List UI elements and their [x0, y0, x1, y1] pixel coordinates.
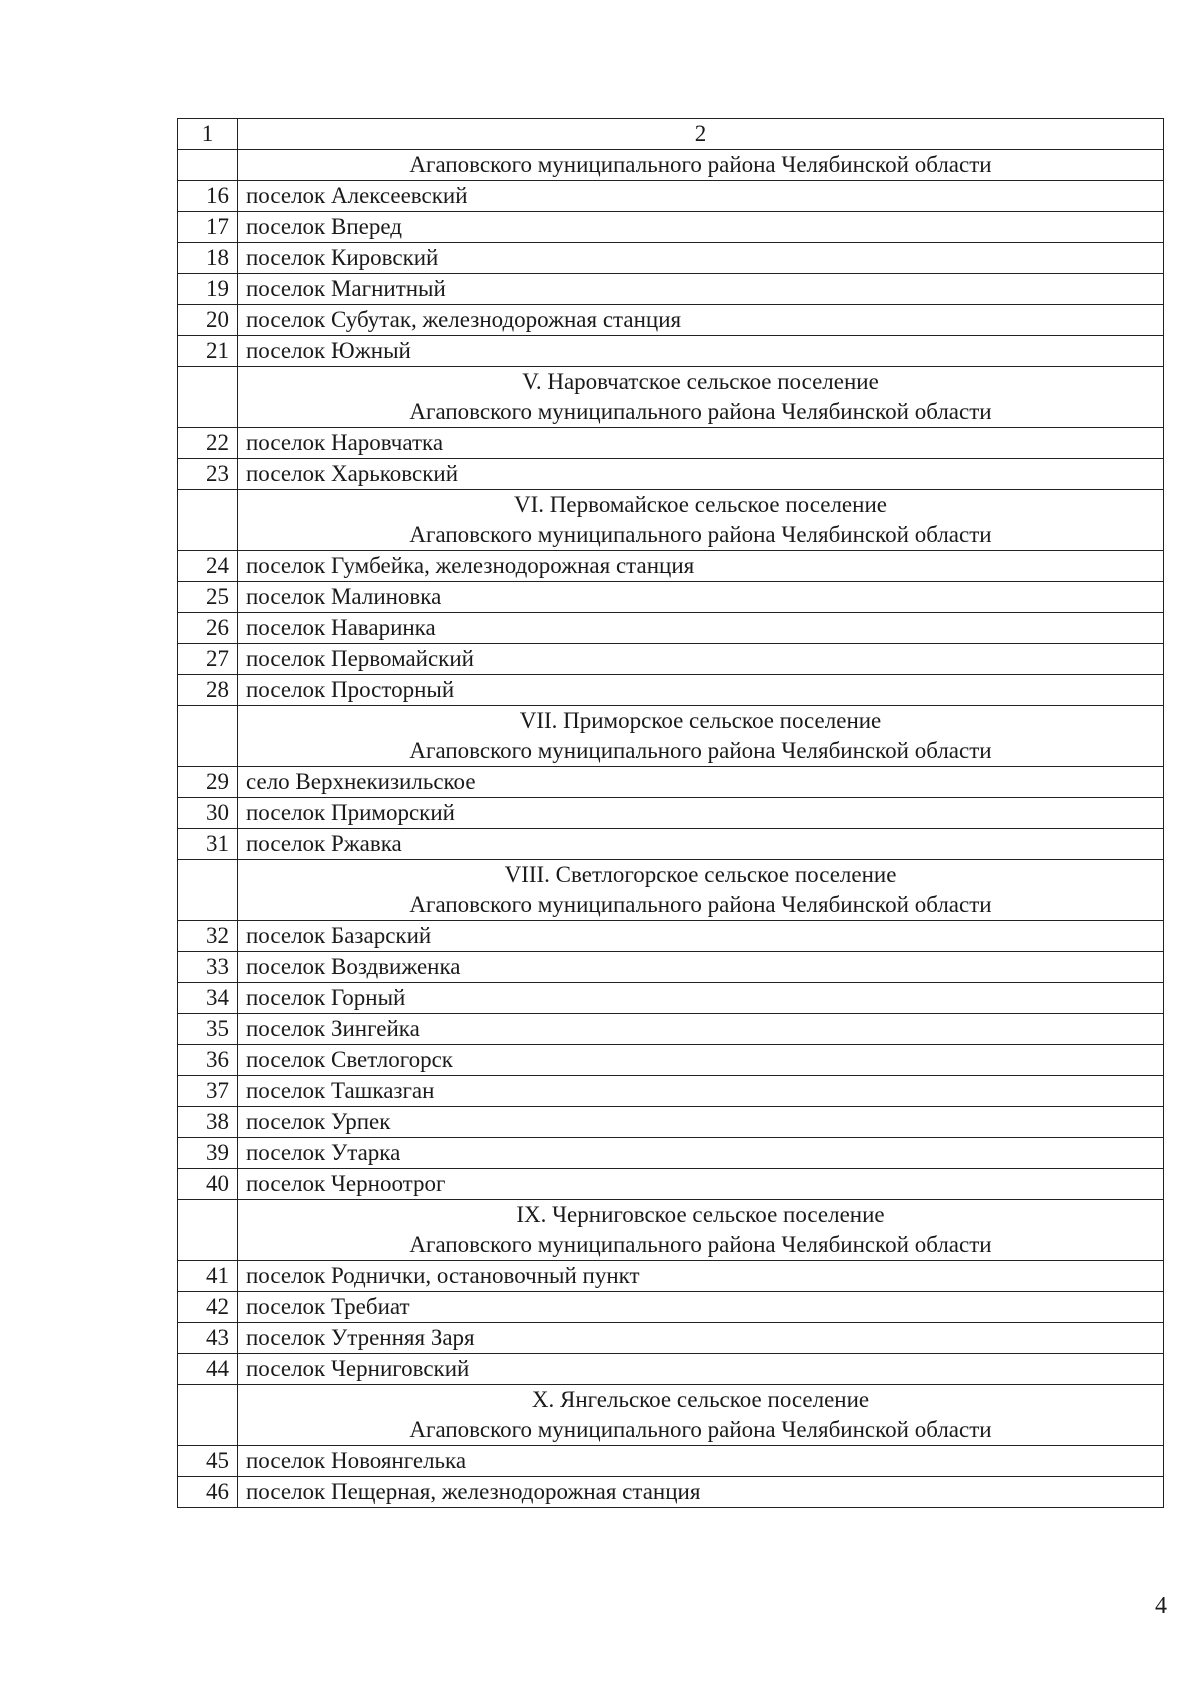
section-subtitle: Агаповского муниципального района Челябинской области [238, 150, 1164, 181]
settlement-name: поселок Приморский [238, 798, 1164, 829]
table-row [178, 181, 1164, 212]
table-row [178, 1014, 1164, 1045]
settlement-name: поселок Роднички, остановочный пункт [238, 1261, 1164, 1292]
table-row [178, 1107, 1164, 1138]
row-number: 23 [178, 459, 238, 490]
row-number: 18 [178, 243, 238, 274]
settlement-name: поселок Утарка [238, 1138, 1164, 1169]
table-row [178, 428, 1164, 459]
settlement-name: поселок Магнитный [238, 274, 1164, 305]
section-number-cell [178, 706, 238, 767]
settlement-name: поселок Черноотрог [238, 1169, 1164, 1200]
row-number: 36 [178, 1045, 238, 1076]
row-number: 40 [178, 1169, 238, 1200]
settlement-name: поселок Новоянгелька [238, 1446, 1164, 1477]
section-subtitle: Агаповского муниципального района Челябинской области [409, 399, 992, 424]
table-row [178, 1261, 1164, 1292]
row-number: 45 [178, 1446, 238, 1477]
section-header-row [178, 367, 1164, 428]
table-row [178, 1446, 1164, 1477]
row-number: 22 [178, 428, 238, 459]
row-number: 32 [178, 921, 238, 952]
section-number-cell [178, 1200, 238, 1261]
section-number-cell [178, 367, 238, 428]
section-heading [238, 706, 1164, 767]
settlement-name: поселок Харьковский [238, 459, 1164, 490]
table-row [178, 459, 1164, 490]
row-number: 26 [178, 613, 238, 644]
row-number: 24 [178, 551, 238, 582]
table-row [178, 212, 1164, 243]
settlement-name: поселок Кировский [238, 243, 1164, 274]
section-heading [238, 1385, 1164, 1446]
section-subtitle: Агаповского муниципального района Челябинской области [409, 1417, 992, 1442]
settlement-name: поселок Первомайский [238, 644, 1164, 675]
table-row [178, 1292, 1164, 1323]
row-number: 21 [178, 336, 238, 367]
settlement-name: поселок Урпек [238, 1107, 1164, 1138]
section-heading [238, 1200, 1164, 1261]
settlement-name: поселок Южный [238, 336, 1164, 367]
row-number: 19 [178, 274, 238, 305]
section-number-cell [178, 490, 238, 551]
section-title: X. Янгельское сельское поселение [531, 1387, 870, 1412]
settlement-name: поселок Субутак, железнодорожная станция [238, 305, 1164, 336]
table-row [178, 243, 1164, 274]
settlement-name: поселок Просторный [238, 675, 1164, 706]
page-number: 4 [1155, 1593, 1167, 1619]
section-subtitle: Агаповского муниципального района Челябинской области [409, 738, 992, 763]
table-row [178, 952, 1164, 983]
table-row [178, 983, 1164, 1014]
table-row [178, 1138, 1164, 1169]
settlement-name: поселок Вперед [238, 212, 1164, 243]
header-row [178, 119, 1164, 150]
row-number: 34 [178, 983, 238, 1014]
settlement-name: поселок Воздвиженка [238, 952, 1164, 983]
section-header-row [178, 706, 1164, 767]
settlement-name: поселок Горный [238, 983, 1164, 1014]
row-number: 44 [178, 1354, 238, 1385]
settlement-name: поселок Гумбейка, железнодорожная станция [238, 551, 1164, 582]
settlement-name: поселок Требиат [238, 1292, 1164, 1323]
table-row [178, 1354, 1164, 1385]
settlement-name: поселок Малиновка [238, 582, 1164, 613]
row-number: 25 [178, 582, 238, 613]
row-number: 39 [178, 1138, 238, 1169]
row-number: 16 [178, 181, 238, 212]
settlement-name: поселок Утренняя Заря [238, 1323, 1164, 1354]
settlement-name: поселок Базарский [238, 921, 1164, 952]
table-row [178, 1076, 1164, 1107]
table-row [178, 798, 1164, 829]
settlement-name: поселок Алексеевский [238, 181, 1164, 212]
table-row [178, 644, 1164, 675]
table-row [178, 1045, 1164, 1076]
section-heading [238, 860, 1164, 921]
settlement-name: поселок Пещерная, железнодорожная станция [238, 1477, 1164, 1508]
settlement-name: поселок Ржавка [238, 829, 1164, 860]
row-number: 31 [178, 829, 238, 860]
section-number-cell [178, 1385, 238, 1446]
settlements-table [177, 118, 1164, 1508]
row-number: 46 [178, 1477, 238, 1508]
row-number: 29 [178, 767, 238, 798]
row-number: 38 [178, 1107, 238, 1138]
table-row [178, 613, 1164, 644]
header-col-1: 1 [178, 119, 238, 150]
section-subtitle: Агаповского муниципального района Челябинской области [409, 892, 992, 917]
settlement-name: поселок Светлогорск [238, 1045, 1164, 1076]
row-number: 30 [178, 798, 238, 829]
section-header-row [178, 150, 1164, 181]
row-number: 42 [178, 1292, 238, 1323]
row-number: 20 [178, 305, 238, 336]
row-number: 33 [178, 952, 238, 983]
section-title: VII. Приморское сельское поселение [519, 708, 882, 733]
row-number: 35 [178, 1014, 238, 1045]
table-row [178, 829, 1164, 860]
table-row [178, 336, 1164, 367]
section-subtitle: Агаповского муниципального района Челябинской области [409, 1232, 992, 1257]
row-number: 17 [178, 212, 238, 243]
table-row [178, 921, 1164, 952]
settlement-name: поселок Черниговский [238, 1354, 1164, 1385]
section-header-row [178, 1385, 1164, 1446]
section-heading [238, 490, 1164, 551]
table-row [178, 675, 1164, 706]
table-row [178, 274, 1164, 305]
settlement-name: поселок Наровчатка [238, 428, 1164, 459]
section-header-row [178, 490, 1164, 551]
section-title: VI. Первомайское сельское поселение [514, 492, 887, 517]
row-number: 43 [178, 1323, 238, 1354]
section-header-row [178, 1200, 1164, 1261]
table-row [178, 551, 1164, 582]
section-number-cell [178, 150, 238, 181]
settlement-name: поселок Ташказган [238, 1076, 1164, 1107]
table-row [178, 582, 1164, 613]
settlement-name: поселок Зингейка [238, 1014, 1164, 1045]
table-row [178, 1169, 1164, 1200]
section-title: VIII. Светлогорское сельское поселение [504, 862, 897, 887]
row-number: 41 [178, 1261, 238, 1292]
section-title: V. Наровчатское сельское поселение [522, 369, 879, 394]
section-number-cell [178, 860, 238, 921]
settlement-name: село Верхнекизильское [238, 767, 1164, 798]
table-row [178, 1323, 1164, 1354]
row-number: 37 [178, 1076, 238, 1107]
section-header-row [178, 860, 1164, 921]
table-row [178, 305, 1164, 336]
section-heading [238, 367, 1164, 428]
settlement-name: поселок Наваринка [238, 613, 1164, 644]
table-row [178, 1477, 1164, 1508]
row-number: 28 [178, 675, 238, 706]
section-title: IX. Черниговское сельское поселение [516, 1202, 885, 1227]
row-number: 27 [178, 644, 238, 675]
header-col-2: 2 [238, 119, 1164, 150]
table-row [178, 767, 1164, 798]
section-subtitle: Агаповского муниципального района Челябинской области [409, 522, 992, 547]
settlements-table-body [178, 119, 1164, 1508]
